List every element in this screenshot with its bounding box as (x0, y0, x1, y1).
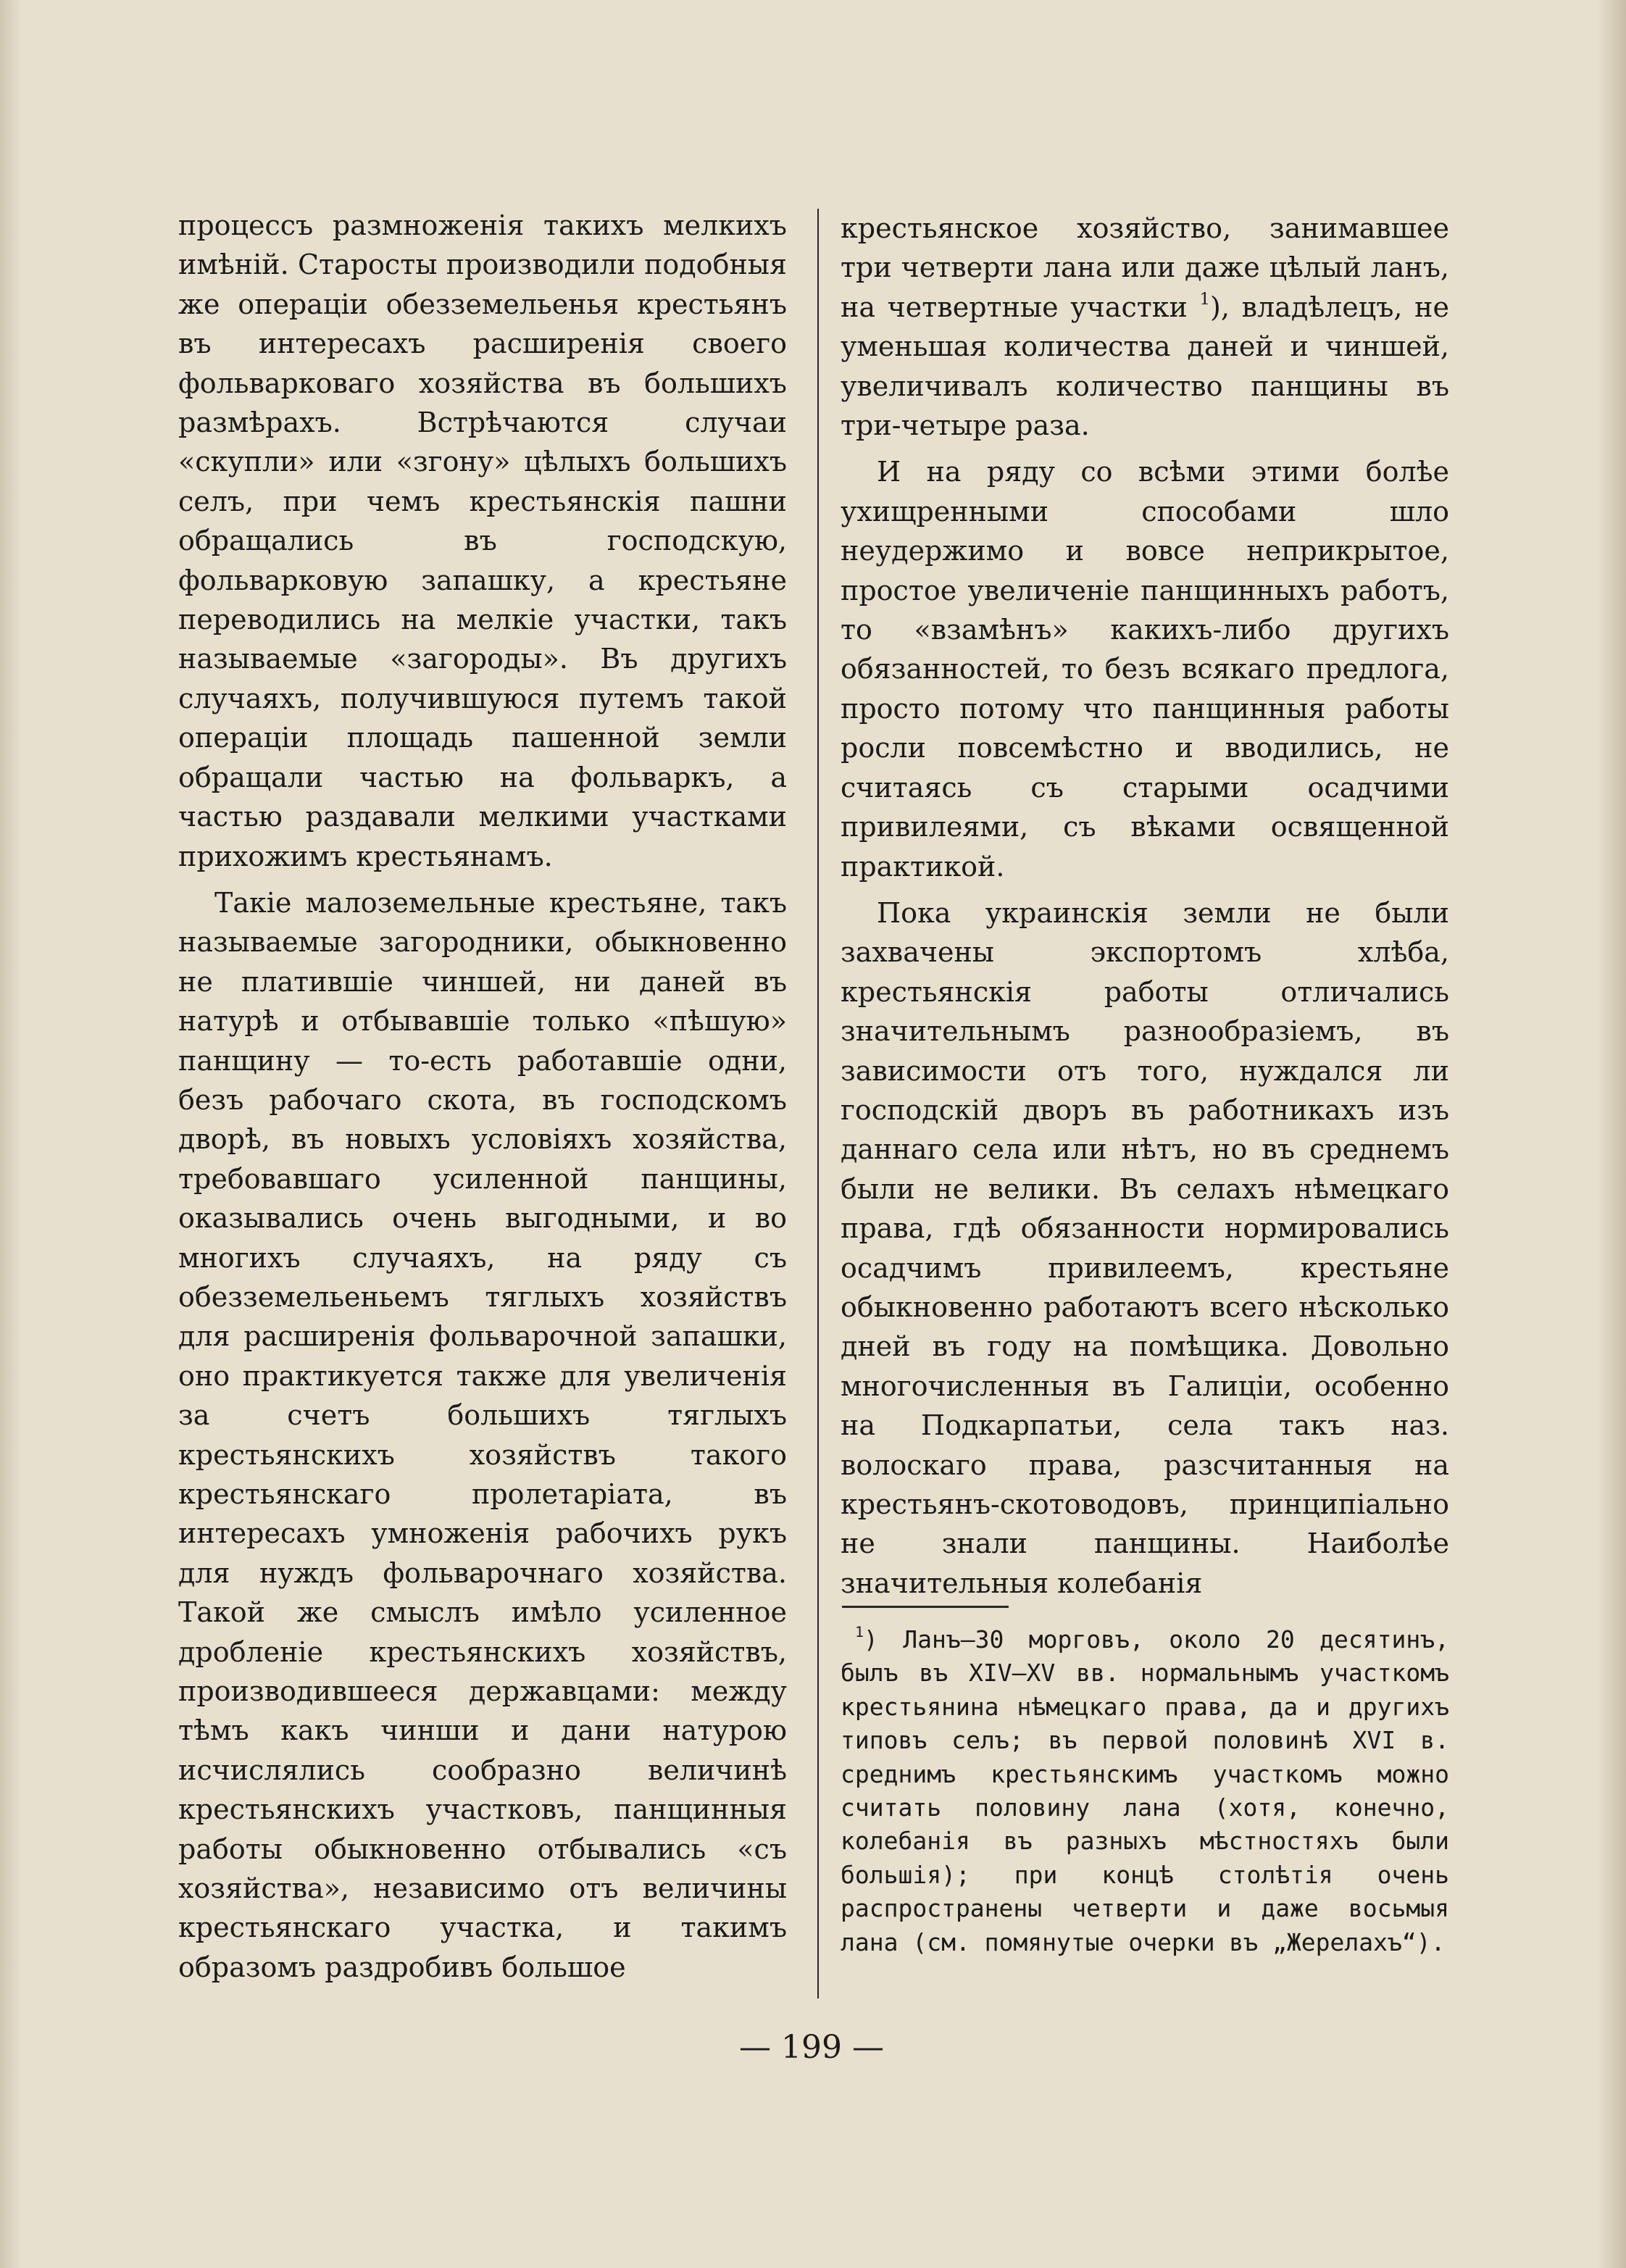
footnote-separator-rule (842, 1606, 1009, 1608)
left-paragraph-1: процессъ размноженія такихъ мелкихъ имѣній. Старосты производили подобныя же операціи обезземельенья крестьянъ въ интересахъ расширенія своего фольварковаго хозяйства въ большихъ размѣрахъ. Встрѣчаются случаи «скупли» или «згону» цѣлыхъ большихъ селъ, при чемъ крестьянскія пашни обращались въ господскую, фольварковую запашку, а крестьяне переводились на мелкіе участки, такъ называемые «загороды». Въ другихъ случаяхъ, получившуюся путемъ такой операціи площадь пашенной земли обращали частью на фольваркъ, а частью раздавали мелкими участками прихожимъ крестьянамъ. (178, 209, 787, 872)
right-paragraph-2: И на ряду со всѣми этими болѣе ухищренными способами шло неудержимо и вовсе неприкрытое, простое увеличеніе панщинныхъ работъ, то «взамѣнъ» какихъ-либо другихъ обязанностей, то безъ всякаго предлога, просто потому что панщинныя работы росли повсемѣстно и вводились, не считаясь съ старыми осадчими привилеями, съ вѣками освященной практикой. (841, 456, 1449, 883)
page-number: — 199 — (739, 2029, 884, 2066)
page-edge-shadow-right (1597, 0, 1626, 2268)
left-text-column (178, 206, 787, 1987)
left-paragraph-2: Такіе малоземельные крестьяне, такъ называемые загородники, обыкновенно не платившіе чиншей, ни даней въ натурѣ и отбывавшіе только «пѣшую» панщину — то-есть работавшіе одни, безъ рабочаго скота, въ господскомъ дворѣ, въ новыхъ условіяхъ хозяйства, требовавшаго усиленной панщины, оказывались очень выгодными, и во многихъ случаяхъ, на ряду съ обезземельеньемъ тяглыхъ хозяйствъ для расширенія фольварочной запашки, оно практикуется также для увеличенія за счетъ большихъ тяглыхъ крестьянскихъ хозяйствъ такого крестьянскаго пролетаріата, въ интересахъ умноженія рабочихъ рукъ для нуждъ фольварочнаго хозяйства. Такой же смыслъ имѣло усиленное дробленіе крестьянскихъ хозяйствъ, производившееся державцами: между тѣмъ какъ чинши и дани натурою исчислялись сообразно величинѣ крестьянскихъ участковъ, панщинныя работы обыкновенно отбывались «съ хозяйства», независимо отъ величины крестьянскаго участка, и такимъ образомъ раздробивъ большое (178, 886, 787, 1983)
page-edge-shadow-left (0, 0, 22, 2268)
footnote-marker: 1 (855, 1624, 864, 1641)
footnote-reference-marker: 1 (1199, 289, 1211, 309)
right-text-column (841, 209, 1449, 1603)
right-paragraph-1-start: крестьянское хозяйство, занимавшее три четверти лана или даже цѣлый ланъ, на четвертные участки (841, 212, 1449, 323)
footnote-text: ) Ланъ—30 морговъ, около 20 десятинъ, былъ въ XIV—XV вв. нормальнымъ участкомъ крестьянина нѣмецкаго права, да и другихъ типовъ селъ; въ первой половинѣ XVI в. среднимъ крестьянскимъ участкомъ можно считать половину лана (хотя, конечно, колебанія въ разныхъ мѣстностяхъ были большія); при концѣ столѣтія очень распространены четверти и даже восьмыя лана (см. помянутые очерки въ „Жерелахъ“). (841, 1625, 1449, 1956)
footnote (841, 1623, 1449, 1959)
right-paragraph-1-end: ), владѣлецъ, не уменьшая количества даней и чиншей, увеличивалъ количество панщины въ три-четыре раза. (841, 291, 1449, 442)
right-paragraph-3: Пока украинскія земли не были захвачены экспортомъ хлѣба, крестьянскія работы отличались значительнымъ разнообразіемъ, въ зависимости отъ того, нуждался ли господскій дворъ въ работникахъ изъ даннаго села или нѣтъ, но въ среднемъ были не велики. Въ селахъ нѣмецкаго права, гдѣ обязанности нормировались осадчимъ привилеемъ, крестьяне обыкновенно работаютъ всего нѣсколько дней въ году на помѣщика. Довольно многочисленныя въ Галиціи, особенно на Подкарпатьи, села такъ наз. волоскаго права, разсчитанныя на крестьянъ-скотоводовъ, принципіально не знали панщины. Наиболѣе значительныя колебанія (841, 896, 1449, 1599)
column-divider-rule (817, 209, 819, 1998)
footnote-paragraph (841, 1623, 1449, 1959)
right-paragraph-1 (841, 209, 1449, 445)
